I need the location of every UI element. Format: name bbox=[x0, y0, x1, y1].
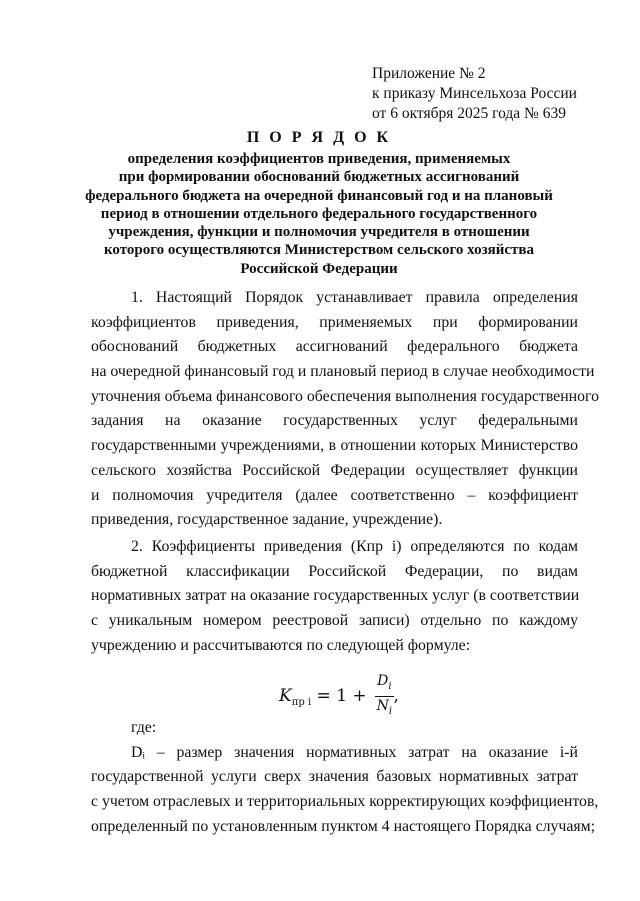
denominator-sub: i bbox=[388, 705, 393, 717]
subtitle-line: при формировании обоснований бюджетных ассигнований bbox=[118, 169, 520, 186]
text-line: 1. Настоящий Порядок устанавливает правила определения bbox=[131, 289, 578, 306]
subtitle-line: которого осуществляются Министерством сельского хозяйства bbox=[103, 242, 534, 259]
where-label: где: bbox=[131, 719, 157, 736]
document-body bbox=[91, 286, 599, 658]
formula-fraction bbox=[375, 672, 393, 721]
text-line: с уникальным номером реестровой записи) отдельно по каждому bbox=[91, 611, 578, 629]
appendix-header bbox=[372, 64, 577, 124]
text-line: государственной услуги сверх значения базовых нормативных затрат bbox=[91, 768, 578, 786]
text-line: Dᵢ – размер значения нормативных затрат на оказание i-й bbox=[131, 743, 578, 761]
subtitle-line: период в отношении отдельного федерального государственного bbox=[100, 205, 538, 222]
text-line: с учетом отраслевых и территориальных корректирующих коэффициентов, bbox=[91, 793, 599, 811]
text-line: сельского хозяйства Российской Федерации осуществляет функции bbox=[91, 461, 578, 479]
text-line: определенный по установленным пунктом 4 настоящего Порядка случаям; bbox=[91, 817, 596, 835]
subtitle-line: Российской Федерации bbox=[240, 260, 398, 277]
document-title: П О Р Я Д О К bbox=[246, 129, 392, 146]
text-line: государственными учреждениями, в отношении которых Министерство bbox=[91, 437, 578, 455]
formula-numerator bbox=[375, 672, 393, 697]
text-line: приведения, государственное задание, учреждение). bbox=[91, 511, 443, 529]
text-line: учреждению и рассчитываются по следующей формуле: bbox=[91, 636, 471, 654]
definitions bbox=[91, 716, 599, 839]
text-line: 2. Коэффициенты приведения (Кпр i) определяются по кодам bbox=[131, 537, 578, 555]
subtitle-line: определения коэффициентов приведения, применяемых bbox=[127, 151, 511, 167]
formula-equals: = 1 + bbox=[311, 685, 373, 706]
text-line: уточнения объема финансового обеспечения выполнения государственного bbox=[91, 387, 599, 405]
paragraph-1 bbox=[91, 286, 599, 533]
subtitle-line: федерального бюджета на очередной финансовый год и на плановый bbox=[85, 187, 553, 204]
text-line: нормативных затрат на оказание государственных услуг (в соответствии bbox=[91, 587, 580, 605]
appendix-line: от 6 октября 2025 года № 639 bbox=[372, 105, 566, 122]
text-line: коэффициентов приведения, применяемых при формировании bbox=[91, 313, 578, 331]
document-subtitle bbox=[84, 150, 554, 278]
coefficient-formula bbox=[279, 672, 399, 721]
paragraph-2 bbox=[91, 535, 578, 658]
text-line: обоснований бюджетных ассигнований федерального бюджета bbox=[91, 338, 578, 356]
text-line: задания на оказание государственных услуг федеральными bbox=[91, 412, 578, 430]
text-line: и полномочия учредителя (далее соответственно – коэффициент bbox=[91, 486, 578, 504]
numerator-sub: i bbox=[388, 680, 392, 692]
appendix-line: к приказу Минсельхоза России bbox=[372, 85, 577, 102]
appendix-line: Приложение № 2 bbox=[372, 65, 486, 82]
text-line: на очередной финансовый год и плановый период в случае необходимости bbox=[91, 363, 595, 381]
formula-lhs: K bbox=[279, 685, 292, 706]
formula-lhs-sub: пр i bbox=[291, 697, 312, 709]
formula-tail: , bbox=[393, 685, 399, 706]
denominator-symbol: N bbox=[376, 697, 389, 714]
numerator-symbol: D bbox=[377, 673, 389, 689]
text-line: бюджетной классификации Российской Федерации, по видам bbox=[91, 562, 578, 580]
subtitle-line: учреждения, функции и полномочия учредителя в отношении bbox=[108, 224, 530, 241]
